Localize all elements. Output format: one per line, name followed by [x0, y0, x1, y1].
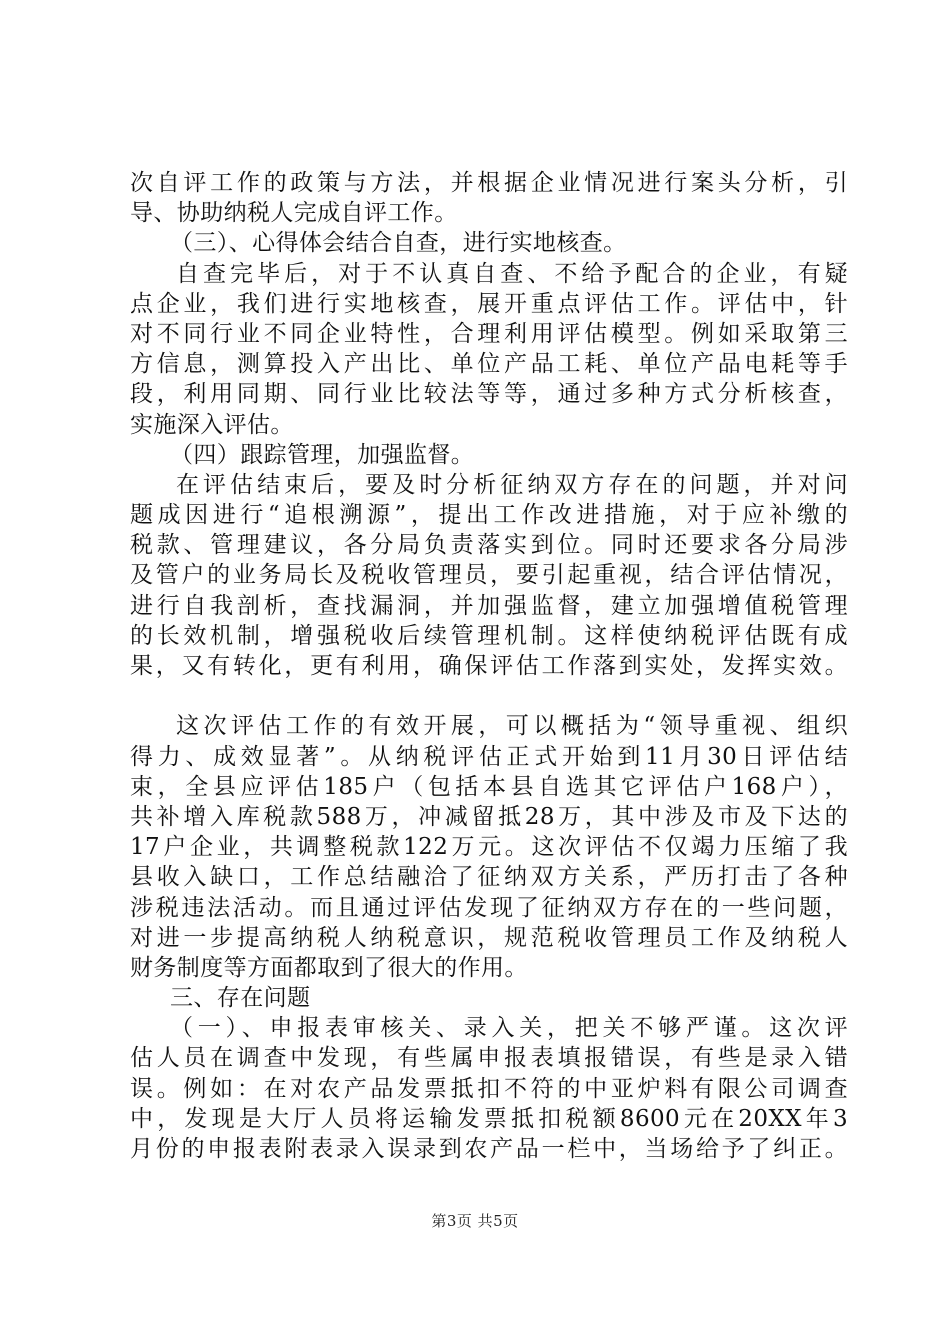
- text-line: 自查完毕后，对于不认真自查、不给予配合的企业，有疑: [176, 260, 848, 287]
- text-line: 次自评工作的政策与方法，并根据企业情况进行案头分析，引: [130, 170, 848, 196]
- text-line: 中，发现是大厅人员将运输发票抵扣税额8600元在20XX年3: [130, 1105, 848, 1132]
- text-line: 点企业，我们进行实地核查，展开重点评估工作。评估中，针: [130, 290, 848, 317]
- paragraph-gap: [130, 681, 848, 711]
- section-heading: 三、存在问题: [170, 985, 311, 1012]
- text-line: 方信息，测算投入产出比、单位产品工耗、单位产品电耗等手: [130, 351, 848, 378]
- text-line: 束，全县应评估185户（包括本县自选其它评估户168户），: [130, 773, 848, 800]
- text-line: 对进一步提高纳税人纳税意识，规范税收管理员工作及纳税人: [130, 924, 848, 951]
- section-heading: （三）、心得体会结合自查，进行实地核查。: [170, 230, 627, 257]
- section-heading: （四）跟踪管理，加强监督。: [170, 441, 475, 468]
- text-line: 17户企业，共调整税款122万元。这次评估不仅竭力压缩了我: [130, 834, 848, 861]
- text-line: 月份的申报表附表录入误录到农产品一栏中，当场给予了纠正。: [130, 1136, 848, 1162]
- text-line: 得力、成效显著”。从纳税评估正式开始到11月30日评估结: [130, 743, 848, 770]
- text-line: 进行自我剖析，查找漏洞，并加强监督，建立加强增值税管理: [130, 592, 848, 619]
- text-line: 及管户的业务局长及税收管理员，要引起重视，结合评估情况，: [130, 562, 848, 589]
- text-line: 县收入缺口，工作总结融洽了征纳双方关系，严历打击了各种: [130, 864, 848, 891]
- document-body: [130, 168, 848, 1164]
- text-line: 涉税违法活动。而且通过评估发现了征纳双方存在的一些问题，: [130, 894, 848, 921]
- text-line: 实施深入评估。: [130, 411, 294, 438]
- text-line: 这次评估工作的有效开展，可以概括为“领导重视、组织: [176, 713, 848, 740]
- text-line: 税款、管理建议，各分局负责落实到位。同时还要求各分局涉: [130, 532, 848, 559]
- text-line: 对不同行业不同企业特性，合理利用评估模型。例如采取第三: [130, 320, 848, 347]
- text-line: 导、协助纳税人完成自评工作。: [130, 200, 458, 227]
- text-line: 的长效机制，增强税收后续管理机制。这样使纳税评估既有成: [130, 622, 848, 649]
- text-line: 共补增入库税款588万，冲减留抵28万，其中涉及市及下达的: [130, 803, 848, 830]
- text-line: 段，利用同期、同行业比较法等等，通过多种方式分析核查，: [130, 381, 848, 408]
- text-line: 题成因进行“追根溯源”，提出工作改进措施，对于应补缴的: [130, 502, 848, 529]
- text-line: 误。例如：在对农产品发票抵扣不符的中亚炉料有限公司调查: [130, 1075, 848, 1102]
- text-line: 估人员在调查中发现，有些属申报表填报错误，有些是录入错: [130, 1045, 848, 1072]
- text-line: 财务制度等方面都取到了很大的作用。: [130, 954, 528, 981]
- page-footer: 第3页 共5页: [431, 1212, 519, 1230]
- text-line: （一）、申报表审核关、录入关，把关不够严谨。这次评: [170, 1015, 848, 1042]
- text-line: 在评估结束后，要及时分析征纳双方存在的问题，并对问: [176, 471, 848, 498]
- text-line: 果，又有转化，更有利用，确保评估工作落到实处，发挥实效。: [130, 653, 848, 679]
